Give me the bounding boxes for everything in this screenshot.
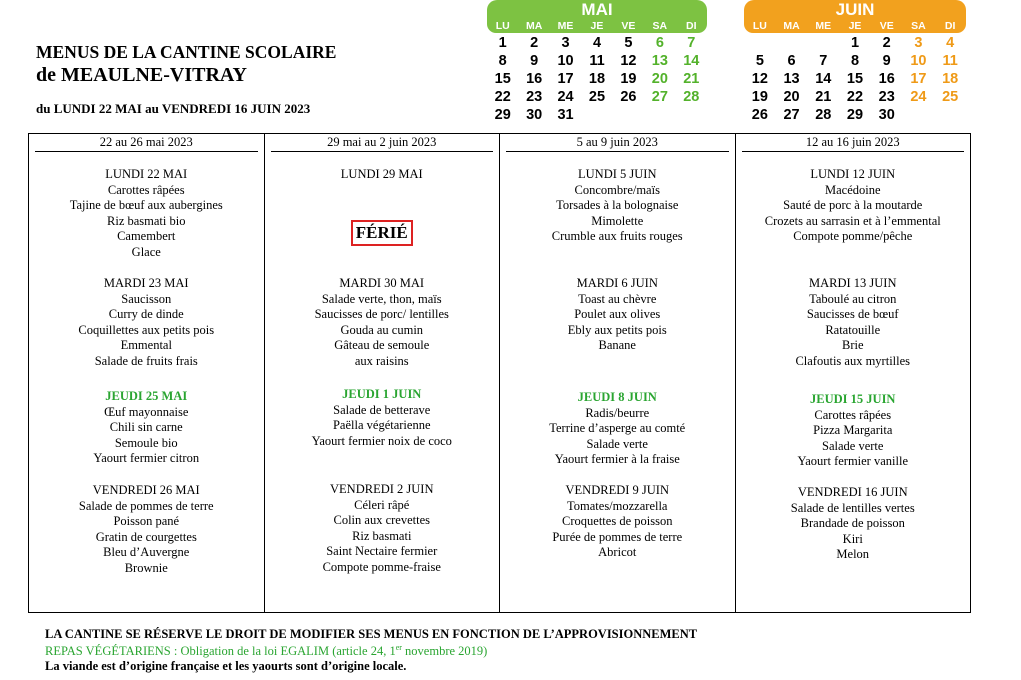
calendar-day: 1	[850, 35, 860, 51]
day-menu	[29, 167, 264, 261]
calendar-day: 22	[846, 89, 864, 105]
calendar-day: 17	[557, 71, 574, 87]
calendar-day: 11	[589, 53, 605, 69]
week-label: 22 au 26 mai 2023	[35, 134, 258, 152]
menu-item: Salade verte	[586, 436, 648, 451]
calendar-day-name: MA	[783, 20, 800, 32]
menu-item: Kiri	[842, 531, 863, 546]
day-date: JEUDI 1 JUIN	[342, 387, 422, 401]
menu-item: Radis/beurre	[585, 405, 650, 420]
calendar-day-name: LU	[752, 20, 767, 32]
footer-origin-note: La viande est d’origine française et les yaourts sont d’origine locale.	[45, 659, 407, 673]
calendar-day: 8	[498, 53, 507, 69]
menu-item: Bleu d’Auvergne	[103, 545, 190, 560]
menu-item: Curry de dinde	[108, 307, 184, 322]
menu-item: Poulet aux olives	[574, 307, 661, 322]
menu-item: Macédoine	[824, 182, 881, 197]
menu-item: Crumble aux fruits rouges	[551, 229, 683, 244]
menu-table	[28, 133, 971, 613]
menu-item: Ratatouille	[825, 322, 881, 337]
calendar-day: 21	[815, 89, 832, 105]
menu-item: Camembert	[117, 229, 176, 244]
menu-item: Tajine de bœuf aux aubergines	[69, 198, 223, 213]
calendar-day: 12	[751, 71, 768, 87]
calendar-day-name: DI	[685, 20, 697, 32]
menu-item: aux raisins	[354, 353, 409, 368]
calendar-day: 18	[942, 71, 959, 87]
menu-item: Chili sin carne	[109, 420, 183, 435]
menu-item: Paëlla végétarienne	[332, 418, 431, 433]
menu-item: Ebly aux petits pois	[567, 322, 667, 337]
day-date: JEUDI 25 MAI	[105, 389, 188, 403]
day-date: JEUDI 8 JUIN	[577, 390, 657, 404]
footer-vegetarian-sup: er	[395, 643, 402, 652]
menu-item: Compote pomme-fraise	[322, 559, 441, 574]
calendar-day-name: ME	[557, 20, 574, 32]
calendar-day: 26	[620, 89, 637, 105]
menu-item: Gratin de courgettes	[95, 529, 197, 544]
calendar-day	[581, 106, 612, 124]
menu-item: Semoule bio	[114, 435, 178, 450]
menu-item: Purée de pommes de terre	[552, 529, 683, 544]
menu-item: Toast au chèvre	[578, 291, 657, 306]
day-menu	[29, 276, 264, 370]
calendar-day: 14	[683, 53, 700, 69]
calendar-day: 28	[815, 107, 832, 123]
day-menu	[736, 485, 971, 563]
calendar-day: 10	[910, 53, 927, 69]
ferie-label: FÉRIÉ	[351, 220, 413, 246]
calendar-grid	[487, 34, 707, 124]
calendar-day: 3	[561, 35, 570, 51]
week-label: 5 au 9 juin 2023	[506, 134, 729, 152]
day-date: VENDREDI 16 JUIN	[797, 485, 908, 499]
calendar-day: 19	[620, 71, 637, 87]
day-menu	[29, 483, 264, 577]
calendar-day: 29	[494, 107, 511, 123]
menu-item: Melon	[836, 547, 870, 562]
menu-item: Salade de pommes de terre	[78, 498, 214, 513]
menu-item: Carottes râpées	[107, 182, 185, 197]
calendar-day: 27	[651, 89, 668, 105]
calendar-day	[613, 106, 644, 124]
menu-item: Gouda au cumin	[340, 322, 424, 337]
calendar-day	[807, 34, 839, 52]
calendar-day-name: JE	[590, 20, 604, 32]
week-column	[500, 134, 736, 612]
menu-item: Salade verte	[822, 438, 884, 453]
menu-item: Salade de betterave	[333, 402, 431, 417]
calendar-day: 8	[850, 53, 860, 69]
calendar-day: 29	[846, 107, 864, 123]
header-dates: du LUNDI 22 MAI au VENDREDI 16 JUIN 2023	[36, 101, 311, 116]
menu-item: Taboulé au citron	[809, 291, 897, 306]
footer-vegetarian-note	[45, 643, 487, 659]
menu-item: Crozets au sarrasin et à l’emmental	[764, 213, 941, 228]
calendar-day: 13	[651, 53, 668, 69]
menu-item: Riz basmati bio	[107, 213, 186, 228]
calendar-day: 20	[651, 71, 668, 87]
calendar-day-name: JE	[848, 20, 862, 32]
calendar-day: 17	[910, 71, 927, 87]
calendar-day: 25	[588, 89, 606, 105]
calendar-day: 18	[588, 71, 606, 87]
menu-item: Glace	[131, 244, 161, 259]
calendar-day: 16	[878, 71, 895, 87]
calendar-day: 14	[815, 71, 832, 87]
calendar-day-name: MA	[525, 20, 543, 32]
calendar-day-names	[744, 20, 966, 33]
day-date: JEUDI 15 JUIN	[810, 392, 896, 406]
calendar-month-title: MAI	[487, 0, 707, 20]
calendar-day: 2	[530, 35, 539, 51]
calendar-day: 15	[494, 71, 511, 87]
week-column	[736, 134, 971, 612]
day-menu	[500, 483, 735, 561]
calendar-day-name: DI	[944, 20, 956, 32]
calendar-june	[744, 0, 966, 124]
calendar-day: 27	[783, 107, 800, 123]
menu-item: Emmental	[120, 338, 172, 353]
header-title-line2: de MEAULNE-VITRAY	[36, 64, 247, 86]
menu-item: Gâteau de semoule	[334, 338, 430, 353]
calendar-day: 19	[751, 89, 768, 105]
day-date: MARDI 23 MAI	[103, 276, 189, 290]
calendar-day: 10	[557, 53, 574, 69]
menu-item: Torsades à la bolognaise	[556, 198, 679, 213]
calendar-day: 20	[783, 89, 800, 105]
footer-vegetarian-suffix: novembre 2019)	[401, 644, 488, 659]
menu-item: Yaourt fermier vanille	[797, 454, 908, 469]
calendar-day	[776, 34, 808, 52]
day-menu	[500, 276, 735, 354]
menu-item: Saucisses de bœuf	[806, 307, 899, 322]
menu-item: Œuf mayonnaise	[104, 404, 189, 419]
day-date: VENDREDI 26 MAI	[92, 483, 200, 497]
calendar-day-names	[487, 20, 707, 33]
day-date: LUNDI 5 JUIN	[578, 167, 657, 181]
calendar-day: 26	[751, 107, 768, 123]
menu-item: Coquillettes aux petits pois	[78, 322, 215, 337]
calendar-day: 13	[783, 71, 800, 87]
calendar-day: 7	[819, 53, 828, 69]
calendar-day-name: LU	[495, 20, 510, 32]
menu-item: Saucisson	[121, 291, 172, 306]
menu-item: Colin aux crevettes	[333, 513, 430, 528]
day-menu	[736, 392, 971, 470]
calendar-day: 7	[687, 35, 696, 51]
menu-item: Croquettes de poisson	[562, 514, 673, 529]
day-date: MARDI 13 JUIN	[809, 276, 897, 290]
menu-item: Saint Nectaire fermier	[326, 544, 438, 559]
menu-item: Salade de fruits frais	[94, 353, 198, 368]
day-menu	[265, 167, 500, 183]
calendar-day: 12	[620, 53, 637, 69]
calendar-day: 1	[498, 35, 507, 51]
calendar-day: 23	[878, 89, 895, 105]
day-date: MARDI 30 MAI	[339, 276, 425, 290]
footer-vegetarian-prefix: REPAS VÉGÉTARIENS : Obligation de la loi EGALIM (article 24, 1	[45, 644, 396, 659]
week-label: 12 au 16 juin 2023	[742, 134, 965, 152]
calendar-may	[487, 0, 707, 124]
menu-item: Abricot	[598, 545, 637, 560]
calendar-day: 24	[557, 89, 574, 105]
menu-item: Concombre/maïs	[574, 182, 660, 197]
calendar-day: 28	[683, 89, 700, 105]
calendar-day: 4	[592, 35, 602, 51]
menu-item: Brie	[841, 338, 864, 353]
header-title-line1: MENUS DE LA CANTINE SCOLAIRE	[36, 42, 337, 62]
menu-item: Yaourt fermier à la fraise	[554, 452, 680, 467]
calendar-day-name: SA	[911, 20, 926, 32]
day-menu	[265, 482, 500, 576]
calendar-day: 2	[882, 35, 891, 51]
calendar-day: 24	[910, 89, 927, 105]
menu-item: Compote pomme/pêche	[793, 229, 913, 244]
calendar-day	[644, 106, 675, 124]
calendar-month-title: JUIN	[744, 0, 966, 20]
menu-item: Clafoutis aux myrtilles	[795, 353, 911, 368]
calendar-day: 22	[494, 89, 511, 105]
day-menu	[500, 167, 735, 245]
week-column	[29, 134, 265, 612]
day-menu	[500, 390, 735, 468]
calendar-day: 31	[557, 107, 574, 123]
calendar-day: 6	[655, 35, 664, 51]
calendar-day: 3	[914, 35, 923, 51]
day-menu	[736, 276, 971, 370]
calendar-day	[903, 106, 935, 124]
calendar-day: 9	[882, 53, 891, 69]
calendar-day: 9	[530, 53, 539, 69]
menu-item: Mimolette	[591, 213, 644, 228]
menu-item: Pizza Margarita	[813, 423, 893, 438]
week-label: 29 mai au 2 juin 2023	[271, 134, 494, 152]
day-menu	[736, 167, 971, 245]
ferie-box	[265, 220, 500, 246]
menu-item: Carottes râpées	[814, 407, 892, 422]
menu-item: Tomates/mozzarella	[567, 498, 668, 513]
calendar-day	[744, 34, 776, 52]
calendar-day: 5	[755, 53, 764, 69]
calendar-day	[934, 106, 966, 124]
calendar-day: 6	[787, 53, 796, 69]
menu-item: Terrine d’asperge au comté	[549, 421, 686, 436]
calendar-day: 21	[683, 71, 700, 87]
menu-item: Salade verte, thon, maïs	[321, 291, 442, 306]
week-column	[265, 134, 501, 612]
menu-item: Brownie	[124, 560, 168, 575]
calendar-day-name: SA	[652, 20, 668, 32]
footer-disclaimer: LA CANTINE SE RÉSERVE LE DROIT DE MODIFIER SES MENUS EN FONCTION DE L’APPROVISIONNEMENT	[45, 627, 698, 641]
calendar-day: 25	[942, 89, 959, 105]
menu-item: Yaourt fermier citron	[93, 451, 200, 466]
calendar-day: 16	[526, 71, 543, 87]
day-date: LUNDI 29 MAI	[340, 167, 423, 181]
day-menu	[29, 389, 264, 467]
day-date: VENDREDI 2 JUIN	[330, 482, 434, 496]
day-date: MARDI 6 JUIN	[576, 276, 658, 290]
calendar-day: 15	[846, 71, 864, 87]
calendar-grid	[744, 34, 966, 124]
day-menu	[265, 387, 500, 449]
day-date: LUNDI 12 JUIN	[810, 167, 896, 181]
day-date: VENDREDI 9 JUIN	[565, 483, 669, 497]
calendar-day: 30	[526, 107, 543, 123]
calendar-day: 11	[942, 53, 958, 69]
menu-item: Riz basmati	[352, 528, 412, 543]
menu-item: Yaourt fermier noix de coco	[311, 433, 452, 448]
calendar-day: 4	[946, 35, 955, 51]
menu-item: Salade de lentilles vertes	[790, 500, 915, 515]
menu-item: Banane	[598, 338, 636, 353]
menu-item: Céleri râpé	[354, 497, 410, 512]
menu-item: Sauté de porc à la moutarde	[783, 198, 923, 213]
calendar-day-name: VE	[621, 20, 636, 32]
menu-item: Saucisses de porc/ lentilles	[314, 307, 449, 322]
calendar-day: 5	[624, 35, 633, 51]
calendar-day	[676, 106, 707, 124]
calendar-day-name: VE	[879, 20, 894, 32]
calendar-day-name: ME	[815, 20, 832, 32]
menu-item: Poisson pané	[113, 514, 180, 529]
menu-item: Brandade de poisson	[800, 516, 905, 531]
day-menu	[265, 276, 500, 370]
calendar-day: 30	[878, 107, 895, 123]
calendar-day: 23	[526, 89, 543, 105]
day-date: LUNDI 22 MAI	[105, 167, 188, 181]
